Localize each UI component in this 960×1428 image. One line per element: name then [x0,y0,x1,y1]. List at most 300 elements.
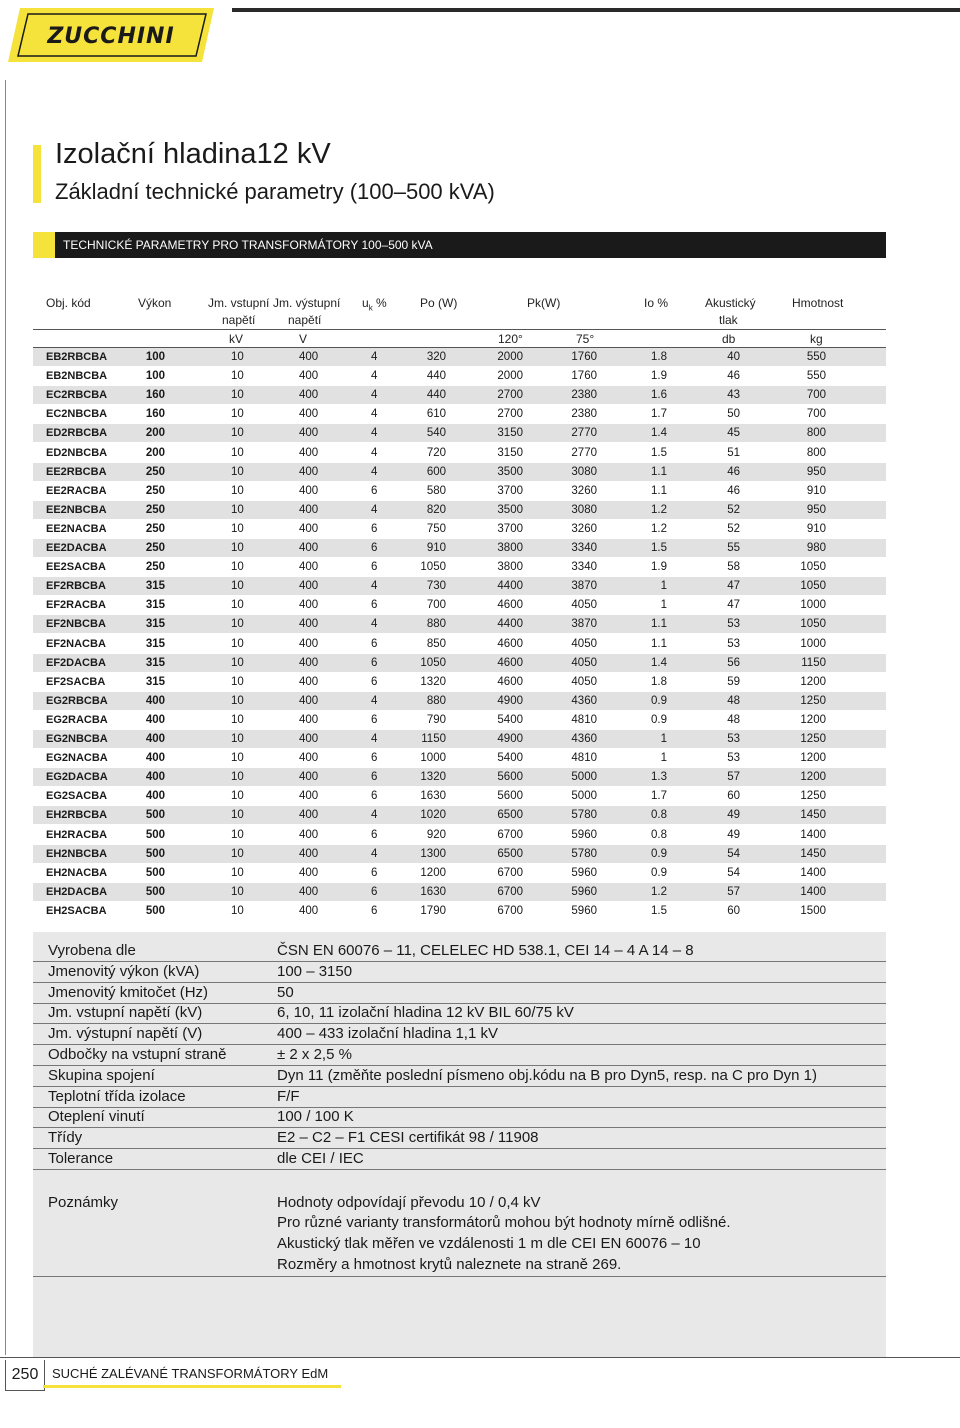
table-row [33,826,886,845]
spec-row [33,1149,886,1170]
cell-power: 400 [145,713,165,726]
cell-code: EG2SACBA [46,790,108,803]
cell-io: 1 [660,733,667,745]
cell-code: EF2RACBA [46,599,106,612]
cell-io: 1.2 [651,503,667,516]
cell-in-voltage: 10 [231,713,244,726]
cell-power: 250 [145,561,165,574]
section-accent [33,232,55,258]
table-row [33,405,886,424]
cell-mass: 1500 [800,904,826,917]
cell-in-voltage: 10 [231,637,244,650]
cell-io: 1.4 [651,656,667,669]
cell-power: 500 [145,904,165,917]
cell-pk75: 2380 [571,389,597,402]
title-accent-bar [33,145,41,203]
cell-out-voltage: 400 [299,752,319,765]
cell-in-voltage: 10 [231,771,244,784]
spec-value: 50 [277,983,294,1001]
cell-mass: 700 [806,408,826,421]
cell-out-voltage: 400 [299,580,319,593]
cell-pk120: 4900 [497,733,523,745]
cell-pk120: 4600 [497,656,523,669]
footer-title: SUCHÉ ZALÉVANÉ TRANSFORMÁTORY EdM [43,1360,341,1388]
cell-pk75: 4050 [571,656,597,669]
cell-power: 200 [145,446,165,459]
cell-mass: 1000 [800,599,826,612]
spec-value: dle CEI / IEC [277,1150,364,1167]
cell-po: 1000 [420,752,446,765]
cell-in-voltage: 10 [231,351,244,363]
spec-value: 100 / 100 K [277,1108,354,1126]
cell-power: 160 [145,389,165,402]
notes-rule [33,1276,886,1277]
unit-pk-75: 75° [576,332,595,346]
cell-noise: 56 [727,656,740,669]
cell-uk: 6 [371,599,378,612]
spec-label: Vyrobena dle [48,942,136,959]
cell-power: 315 [145,675,165,688]
cell-power: 400 [145,771,165,784]
cell-noise: 60 [727,790,740,803]
cell-out-voltage: 400 [299,599,319,612]
cell-out-voltage: 400 [299,809,319,822]
cell-mass: 910 [806,484,826,497]
cell-po: 1050 [420,561,446,574]
table-row [33,711,886,730]
cell-io: 1.3 [651,771,667,784]
cell-mass: 1450 [800,847,826,860]
spec-label: Oteplení vinutí [48,1108,145,1126]
spec-row [33,1128,886,1149]
cell-power: 500 [145,847,165,860]
cell-power: 250 [145,542,165,554]
cell-pk75: 1760 [571,351,597,363]
spec-value: E2 – C2 – F1 CESI certifikát 98 / 11908 [277,1129,539,1147]
unit-out-voltage: V [299,332,308,346]
col-power: Výkon [138,296,172,310]
page-subtitle: Základní technické parametry (100–500 kVA) [55,179,495,204]
logo-badge [8,8,214,62]
cell-power: 315 [145,580,165,593]
spec-row [33,1045,886,1066]
spec-label: Tolerance [48,1150,114,1167]
table-row [33,386,886,405]
cell-uk: 4 [371,389,378,402]
cell-po: 920 [426,828,446,841]
cell-po: 730 [426,580,446,593]
cell-power: 250 [145,522,165,535]
cell-noise: 54 [727,866,740,879]
cell-pk120: 2000 [497,351,523,363]
cell-in-voltage: 10 [231,866,244,879]
spec-label: Jmenovitý výkon (kVA) [48,962,200,980]
cell-mass: 1050 [800,618,826,631]
cell-pk120: 2700 [497,389,523,402]
cell-uk: 4 [371,694,378,707]
cell-po: 440 [426,370,446,383]
left-margin-line [5,80,6,1355]
cell-pk120: 4600 [497,675,523,688]
cell-power: 100 [145,351,165,363]
cell-pk120: 4600 [497,599,523,612]
cell-in-voltage: 10 [231,733,244,745]
cell-pk75: 4050 [571,599,597,612]
cell-code: EH2DACBA [46,885,108,898]
col-uk-symbol: u [362,296,369,310]
cell-uk: 6 [371,866,378,879]
cell-noise: 52 [727,522,740,535]
spec-row [33,941,886,962]
col-in-voltage-2: napětí [222,313,256,327]
col-noise: Akustický [705,296,756,310]
cell-noise: 58 [727,561,740,574]
cell-mass: 700 [806,389,826,402]
spec-label: Skupina spojení [48,1066,155,1084]
table-row [33,558,886,577]
cell-mass: 950 [806,465,826,478]
cell-code: EF2NBCBA [46,618,106,631]
cell-power: 160 [145,408,165,421]
cell-code: EC2NBCBA [46,408,108,421]
page-title: Izolační hladina12 kV [55,138,331,170]
unit-pk-120: 120° [498,332,523,346]
cell-out-voltage: 400 [299,656,319,669]
logo-text: ZUCCHINI [47,24,175,49]
cell-noise: 57 [727,885,740,898]
cell-pk120: 5400 [497,713,523,726]
cell-uk: 6 [371,771,378,784]
col-out-voltage: Jm. výstupní [273,296,341,310]
cell-out-voltage: 400 [299,904,319,917]
col-po: Po (W) [420,296,458,310]
cell-noise: 54 [727,847,740,860]
cell-pk75: 2380 [571,408,597,421]
spec-value: F/F [277,1087,300,1105]
cell-in-voltage: 10 [231,599,244,612]
cell-noise: 49 [727,828,740,841]
cell-power: 250 [145,484,165,497]
cell-io: 1.2 [651,885,667,898]
cell-out-voltage: 400 [299,446,319,459]
cell-po: 790 [426,713,446,726]
cell-po: 1200 [420,866,446,879]
cell-mass: 800 [806,427,826,440]
cell-noise: 53 [727,752,740,765]
table-row [33,615,886,634]
cell-noise: 48 [727,694,740,707]
cell-code: ED2RBCBA [46,427,108,440]
cell-uk: 4 [371,408,378,421]
cell-out-voltage: 400 [299,522,319,535]
cell-io: 1 [660,599,667,612]
cell-power: 400 [145,733,165,745]
cell-code: EE2RBCBA [46,465,107,478]
cell-code: EF2SACBA [46,675,106,688]
cell-out-voltage: 400 [299,866,319,879]
cell-pk75: 4810 [571,713,597,726]
table-row [33,883,886,902]
table-row [33,424,886,443]
cell-po: 1320 [420,771,446,784]
spec-label: Odbočky na vstupní straně [48,1046,227,1063]
top-rule [232,8,960,12]
spec-label: Třídy [48,1129,83,1147]
cell-noise: 60 [727,904,740,917]
cell-mass: 910 [806,522,826,535]
logo [8,8,214,62]
cell-code: EH2SACBA [46,904,107,917]
col-uk [362,296,387,312]
cell-in-voltage: 10 [231,446,244,459]
cell-io: 0.9 [651,866,667,879]
cell-power: 500 [145,885,165,898]
cell-in-voltage: 10 [231,809,244,822]
cell-power: 400 [145,790,165,803]
cell-mass: 1200 [800,713,826,726]
cell-noise: 51 [727,446,740,459]
cell-po: 1050 [420,656,446,669]
col-noise-2: tlak [719,313,738,327]
cell-pk75: 2770 [571,446,597,459]
cell-pk120: 4900 [497,694,523,707]
cell-pk120: 3800 [497,561,523,574]
spec-row [33,962,886,983]
table-row [33,749,886,768]
cell-pk75: 3260 [571,522,597,535]
spec-row [33,1066,886,1087]
table-row [33,635,886,654]
spec-row [33,1003,886,1024]
cell-pk75: 3080 [571,503,597,516]
cell-po: 1630 [420,790,446,803]
cell-pk120: 3700 [497,522,523,535]
cell-uk: 4 [371,370,378,383]
cell-noise: 52 [727,503,740,516]
cell-noise: 50 [727,408,740,421]
cell-code: EG2NBCBA [46,733,108,745]
cell-code: EF2NACBA [46,637,106,650]
cell-po: 580 [426,484,446,497]
cell-out-voltage: 400 [299,427,319,440]
cell-mass: 1200 [800,675,826,688]
cell-uk: 4 [371,503,378,516]
cell-po: 880 [426,694,446,707]
cell-power: 400 [145,752,165,765]
cell-pk75: 4050 [571,637,597,650]
cell-uk: 6 [371,522,378,535]
cell-in-voltage: 10 [231,561,244,574]
col-uk-subscript: k [368,303,373,313]
cell-noise: 59 [727,675,740,688]
cell-mass: 1150 [801,656,826,669]
cell-pk120: 5600 [497,790,523,803]
cell-power: 100 [145,370,165,383]
cell-code: EF2DACBA [46,656,106,669]
cell-io: 1.9 [651,370,667,383]
spec-value: ČSN EN 60076 – 11, CELELEC HD 538.1, CEI 14 – 4 A 14 – 8 [277,942,694,959]
cell-io: 1 [660,752,667,765]
table-row [33,444,886,463]
cell-pk75: 4360 [571,694,597,707]
spec-label: Teplotní třída izolace [48,1087,186,1105]
cell-code: EG2RACBA [46,713,108,726]
cell-power: 500 [145,809,165,822]
cell-pk120: 4600 [497,637,523,650]
cell-po: 540 [426,427,446,440]
cell-noise: 53 [727,637,740,650]
section-title: TECHNICKÉ PARAMETRY PRO TRANSFORMÁTORY 100–500 kVA [63,238,433,252]
page-number: 250 [5,1360,45,1391]
cell-power: 500 [145,828,165,841]
unit-in-voltage: kV [229,332,244,346]
cell-in-voltage: 10 [231,389,244,402]
cell-io: 1.5 [651,446,667,459]
cell-uk: 6 [371,752,378,765]
cell-io: 1.1 [651,465,667,478]
cell-code: ED2NBCBA [46,446,108,459]
table-row [33,596,886,615]
cell-code: EE2DACBA [46,542,107,554]
cell-po: 880 [426,618,446,631]
cell-noise: 46 [727,370,740,383]
cell-pk120: 4400 [497,580,523,593]
table-row [33,654,886,673]
cell-out-voltage: 400 [299,370,319,383]
cell-pk120: 3500 [497,503,523,516]
cell-mass: 1450 [800,809,826,822]
spec-row [33,1087,886,1108]
cell-noise: 43 [727,389,740,402]
cell-po: 1630 [420,885,446,898]
cell-mass: 980 [806,542,826,554]
cell-in-voltage: 10 [231,370,244,383]
cell-uk: 6 [371,561,378,574]
cell-pk75: 3260 [571,484,597,497]
cell-po: 1020 [420,809,446,822]
cell-out-voltage: 400 [299,637,319,650]
table-row [33,501,886,520]
cell-power: 400 [145,694,165,707]
cell-noise: 53 [727,618,740,631]
cell-uk: 4 [371,465,378,478]
cell-pk75: 5000 [571,771,597,784]
cell-pk120: 6700 [497,828,523,841]
cell-io: 1.1 [651,637,667,650]
cell-pk120: 6700 [497,904,523,917]
cell-code: EE2NACBA [46,522,107,535]
cell-power: 315 [145,618,165,631]
spec-row [33,1107,886,1128]
table-row [33,463,886,482]
cell-uk: 4 [371,618,378,631]
cell-pk120: 6500 [497,847,523,860]
cell-po: 610 [426,408,446,421]
cell-code: EG2RBCBA [46,694,108,707]
cell-pk75: 5960 [571,828,597,841]
cell-out-voltage: 400 [299,465,319,478]
unit-mass: kg [810,332,823,346]
cell-pk120: 6700 [497,866,523,879]
note-line: Hodnoty odpovídají převodu 10 / 0,4 kV [277,1194,541,1211]
cell-code: EH2RACBA [46,828,108,841]
cell-po: 700 [426,599,446,612]
header-rule [33,329,886,330]
cell-out-voltage: 400 [299,713,319,726]
note-line: Pro různé varianty transformátorů mohou být hodnoty mírně odlišné. [277,1214,731,1231]
cell-io: 1.7 [651,790,667,803]
col-code: Obj. kód [46,296,91,310]
cell-out-voltage: 400 [299,618,319,631]
spec-value: 100 – 3150 [277,962,353,980]
table-row [33,787,886,806]
cell-mass: 1200 [800,752,826,765]
cell-in-voltage: 10 [231,656,244,669]
cell-out-voltage: 400 [299,484,319,497]
note-line: Akustický tlak měřen ve vzdálenosti 1 m dle CEI EN 60076 – 10 [277,1235,701,1252]
cell-out-voltage: 400 [299,389,319,402]
cell-out-voltage: 400 [299,503,319,516]
cell-pk75: 5780 [571,847,597,860]
cell-in-voltage: 10 [231,885,244,898]
unit-noise: db [722,332,736,346]
cell-uk: 6 [371,675,378,688]
cell-pk75: 5960 [571,904,597,917]
cell-pk120: 3150 [497,427,523,440]
cell-noise: 57 [727,771,740,784]
cell-noise: 46 [727,484,740,497]
cell-pk75: 4810 [571,752,597,765]
cell-io: 1.5 [651,542,667,554]
cell-uk: 4 [371,446,378,459]
cell-power: 315 [145,599,165,612]
cell-mass: 550 [806,370,826,383]
cell-out-voltage: 400 [299,790,319,803]
cell-power: 200 [145,427,165,440]
cell-pk120: 5600 [497,771,523,784]
table-row [33,806,886,825]
cell-uk: 6 [371,885,378,898]
cell-io: 0.8 [651,828,667,841]
cell-pk120: 6500 [497,809,523,822]
cell-noise: 47 [727,599,740,612]
section-header [33,232,886,258]
cell-mass: 1250 [800,733,826,745]
cell-in-voltage: 10 [231,427,244,440]
cell-noise: 55 [727,542,740,554]
cell-out-voltage: 400 [299,351,319,363]
table-row [33,577,886,596]
cell-pk75: 3080 [571,465,597,478]
cell-uk: 6 [371,828,378,841]
cell-out-voltage: 400 [299,694,319,707]
cell-out-voltage: 400 [299,733,319,745]
col-pk: Pk(W) [527,296,561,310]
col-out-voltage-2: napětí [288,313,322,327]
cell-uk: 6 [371,904,378,917]
table-row [33,768,886,787]
table-row [33,348,886,367]
cell-uk: 4 [371,351,378,363]
cell-mass: 1250 [800,694,826,707]
cell-power: 315 [145,656,165,669]
cell-mass: 1000 [800,637,826,650]
cell-pk75: 5000 [571,790,597,803]
cell-po: 600 [426,465,446,478]
spec-row [33,983,886,1004]
table-row [33,539,886,558]
cell-uk: 6 [371,637,378,650]
